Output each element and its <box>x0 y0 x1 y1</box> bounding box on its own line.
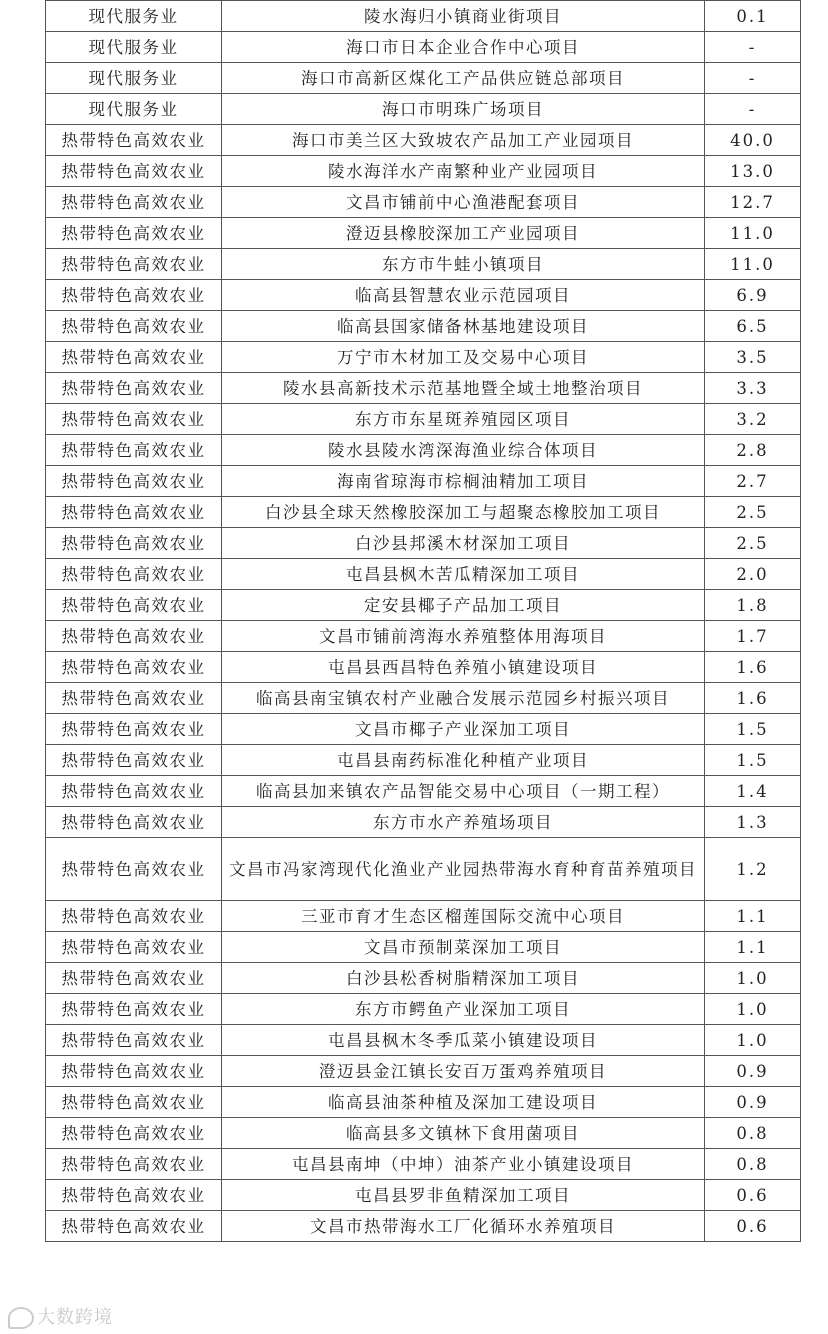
table-row <box>46 963 801 994</box>
sector-cell: 热带特色高效农业 <box>46 994 222 1025</box>
sector-cell: 热带特色高效农业 <box>46 435 222 466</box>
sector-cell: 热带特色高效农业 <box>46 932 222 963</box>
table-row <box>46 1211 801 1242</box>
sector-cell: 热带特色高效农业 <box>46 901 222 932</box>
sector-cell: 热带特色高效农业 <box>46 187 222 218</box>
sector-cell: 现代服务业 <box>46 63 222 94</box>
sector-cell: 热带特色高效农业 <box>46 1087 222 1118</box>
sector-cell: 现代服务业 <box>46 94 222 125</box>
project-cell: 屯昌县罗非鱼精深加工项目 <box>222 1180 705 1211</box>
sector-cell: 热带特色高效农业 <box>46 590 222 621</box>
project-cell: 海口市日本企业合作中心项目 <box>222 32 705 63</box>
table-row <box>46 1118 801 1149</box>
project-table <box>45 0 801 1242</box>
project-cell: 东方市鳄鱼产业深加工项目 <box>222 994 705 1025</box>
sector-cell: 热带特色高效农业 <box>46 373 222 404</box>
project-cell: 文昌市椰子产业深加工项目 <box>222 714 705 745</box>
value-cell: 3.2 <box>705 404 801 435</box>
sector-cell: 热带特色高效农业 <box>46 249 222 280</box>
value-cell: 2.8 <box>705 435 801 466</box>
sector-cell: 热带特色高效农业 <box>46 1180 222 1211</box>
sector-cell: 热带特色高效农业 <box>46 1025 222 1056</box>
sector-cell: 热带特色高效农业 <box>46 838 222 901</box>
value-cell: - <box>705 63 801 94</box>
sector-cell: 热带特色高效农业 <box>46 342 222 373</box>
project-cell: 陵水县陵水湾深海渔业综合体项目 <box>222 435 705 466</box>
value-cell: 1.7 <box>705 621 801 652</box>
table-row <box>46 94 801 125</box>
project-cell: 白沙县松香树脂精深加工项目 <box>222 963 705 994</box>
sector-cell: 热带特色高效农业 <box>46 621 222 652</box>
table-row <box>46 994 801 1025</box>
project-cell: 海口市高新区煤化工产品供应链总部项目 <box>222 63 705 94</box>
table-row <box>46 404 801 435</box>
value-cell: 1.6 <box>705 652 801 683</box>
table-row <box>46 280 801 311</box>
table-row <box>46 652 801 683</box>
table-row <box>46 776 801 807</box>
value-cell: 1.3 <box>705 807 801 838</box>
sector-cell: 热带特色高效农业 <box>46 714 222 745</box>
sector-cell: 热带特色高效农业 <box>46 280 222 311</box>
value-cell: 1.5 <box>705 745 801 776</box>
sector-cell: 热带特色高效农业 <box>46 963 222 994</box>
value-cell: 0.6 <box>705 1180 801 1211</box>
sector-cell: 热带特色高效农业 <box>46 559 222 590</box>
table-row <box>46 1087 801 1118</box>
table-row <box>46 187 801 218</box>
project-cell: 文昌市热带海水工厂化循环水养殖项目 <box>222 1211 705 1242</box>
table-row <box>46 466 801 497</box>
project-cell: 临高县南宝镇农村产业融合发展示范园乡村振兴项目 <box>222 683 705 714</box>
sector-cell: 热带特色高效农业 <box>46 652 222 683</box>
table-row <box>46 932 801 963</box>
value-cell: 11.0 <box>705 218 801 249</box>
table-row <box>46 125 801 156</box>
value-cell: 1.0 <box>705 1025 801 1056</box>
value-cell: 2.5 <box>705 497 801 528</box>
project-cell: 临高县加来镇农产品智能交易中心项目（一期工程） <box>222 776 705 807</box>
value-cell: 1.0 <box>705 963 801 994</box>
sector-cell: 热带特色高效农业 <box>46 776 222 807</box>
value-cell: 6.5 <box>705 311 801 342</box>
project-cell: 临高县国家储备林基地建设项目 <box>222 311 705 342</box>
value-cell: 0.9 <box>705 1056 801 1087</box>
table-row <box>46 32 801 63</box>
table-row <box>46 218 801 249</box>
value-cell: 1.2 <box>705 838 801 901</box>
project-cell: 屯昌县南药标准化种植产业项目 <box>222 745 705 776</box>
table-row <box>46 249 801 280</box>
value-cell: 1.4 <box>705 776 801 807</box>
value-cell: 1.6 <box>705 683 801 714</box>
table-row <box>46 714 801 745</box>
project-cell: 白沙县全球天然橡胶深加工与超聚态橡胶加工项目 <box>222 497 705 528</box>
sector-cell: 热带特色高效农业 <box>46 1211 222 1242</box>
table-row <box>46 745 801 776</box>
value-cell: 2.5 <box>705 528 801 559</box>
table-row <box>46 435 801 466</box>
project-cell: 白沙县邦溪木材深加工项目 <box>222 528 705 559</box>
value-cell: 0.8 <box>705 1118 801 1149</box>
sector-cell: 热带特色高效农业 <box>46 1149 222 1180</box>
value-cell: - <box>705 32 801 63</box>
value-cell: 40.0 <box>705 125 801 156</box>
value-cell: - <box>705 94 801 125</box>
table-row <box>46 63 801 94</box>
project-cell: 陵水海洋水产南繁种业产业园项目 <box>222 156 705 187</box>
table-row <box>46 621 801 652</box>
project-cell: 临高县智慧农业示范园项目 <box>222 280 705 311</box>
project-cell: 定安县椰子产品加工项目 <box>222 590 705 621</box>
project-cell: 文昌市冯家湾现代化渔业产业园热带海水育种育苗养殖项目 <box>222 838 705 901</box>
table-row <box>46 1056 801 1087</box>
sector-cell: 热带特色高效农业 <box>46 1118 222 1149</box>
value-cell: 1.8 <box>705 590 801 621</box>
project-cell: 海口市美兰区大致坡农产品加工产业园项目 <box>222 125 705 156</box>
project-cell: 澄迈县金江镇长安百万蛋鸡养殖项目 <box>222 1056 705 1087</box>
table-row <box>46 497 801 528</box>
value-cell: 13.0 <box>705 156 801 187</box>
project-cell: 东方市水产养殖场项目 <box>222 807 705 838</box>
project-cell: 屯昌县西昌特色养殖小镇建设项目 <box>222 652 705 683</box>
table-row <box>46 1180 801 1211</box>
value-cell: 2.0 <box>705 559 801 590</box>
sector-cell: 热带特色高效农业 <box>46 497 222 528</box>
project-cell: 陵水海归小镇商业街项目 <box>222 1 705 32</box>
sector-cell: 热带特色高效农业 <box>46 745 222 776</box>
project-cell: 临高县多文镇林下食用菌项目 <box>222 1118 705 1149</box>
project-cell: 东方市牛蛙小镇项目 <box>222 249 705 280</box>
table-row <box>46 901 801 932</box>
sector-cell: 热带特色高效农业 <box>46 311 222 342</box>
watermark: 大数跨境 <box>8 1303 113 1329</box>
table-row <box>46 342 801 373</box>
value-cell: 1.1 <box>705 901 801 932</box>
table-row <box>46 683 801 714</box>
project-cell: 屯昌县枫木冬季瓜菜小镇建设项目 <box>222 1025 705 1056</box>
sector-cell: 热带特色高效农业 <box>46 404 222 435</box>
project-cell: 屯昌县南坤（中坤）油茶产业小镇建设项目 <box>222 1149 705 1180</box>
project-cell: 三亚市育才生态区榴莲国际交流中心项目 <box>222 901 705 932</box>
project-cell: 文昌市预制菜深加工项目 <box>222 932 705 963</box>
table-row <box>46 1025 801 1056</box>
value-cell: 12.7 <box>705 187 801 218</box>
table-row <box>46 373 801 404</box>
table-row <box>46 590 801 621</box>
sector-cell: 热带特色高效农业 <box>46 125 222 156</box>
project-cell: 海南省琼海市棕榈油精加工项目 <box>222 466 705 497</box>
table-row <box>46 559 801 590</box>
sector-cell: 现代服务业 <box>46 32 222 63</box>
value-cell: 1.1 <box>705 932 801 963</box>
value-cell: 6.9 <box>705 280 801 311</box>
project-cell: 万宁市木材加工及交易中心项目 <box>222 342 705 373</box>
value-cell: 2.7 <box>705 466 801 497</box>
table-row <box>46 528 801 559</box>
project-cell: 屯昌县枫木苦瓜精深加工项目 <box>222 559 705 590</box>
table-row <box>46 1149 801 1180</box>
value-cell: 1.0 <box>705 994 801 1025</box>
value-cell: 3.5 <box>705 342 801 373</box>
project-cell: 东方市东星斑养殖园区项目 <box>222 404 705 435</box>
project-cell: 文昌市铺前中心渔港配套项目 <box>222 187 705 218</box>
project-cell: 澄迈县橡胶深加工产业园项目 <box>222 218 705 249</box>
table-row <box>46 807 801 838</box>
sector-cell: 热带特色高效农业 <box>46 1056 222 1087</box>
table-row <box>46 838 801 901</box>
project-cell: 文昌市铺前湾海水养殖整体用海项目 <box>222 621 705 652</box>
sector-cell: 热带特色高效农业 <box>46 528 222 559</box>
project-cell: 临高县油茶种植及深加工建设项目 <box>222 1087 705 1118</box>
value-cell: 0.1 <box>705 1 801 32</box>
project-cell: 陵水县高新技术示范基地暨全域土地整治项目 <box>222 373 705 404</box>
value-cell: 11.0 <box>705 249 801 280</box>
sector-cell: 热带特色高效农业 <box>46 807 222 838</box>
sector-cell: 热带特色高效农业 <box>46 218 222 249</box>
table-row <box>46 311 801 342</box>
table-row <box>46 1 801 32</box>
sector-cell: 现代服务业 <box>46 1 222 32</box>
watermark-logo-icon <box>8 1307 34 1329</box>
project-cell: 海口市明珠广场项目 <box>222 94 705 125</box>
sector-cell: 热带特色高效农业 <box>46 683 222 714</box>
sector-cell: 热带特色高效农业 <box>46 466 222 497</box>
value-cell: 0.8 <box>705 1149 801 1180</box>
table-row <box>46 156 801 187</box>
value-cell: 3.3 <box>705 373 801 404</box>
value-cell: 1.5 <box>705 714 801 745</box>
value-cell: 0.9 <box>705 1087 801 1118</box>
value-cell: 0.6 <box>705 1211 801 1242</box>
sector-cell: 热带特色高效农业 <box>46 156 222 187</box>
